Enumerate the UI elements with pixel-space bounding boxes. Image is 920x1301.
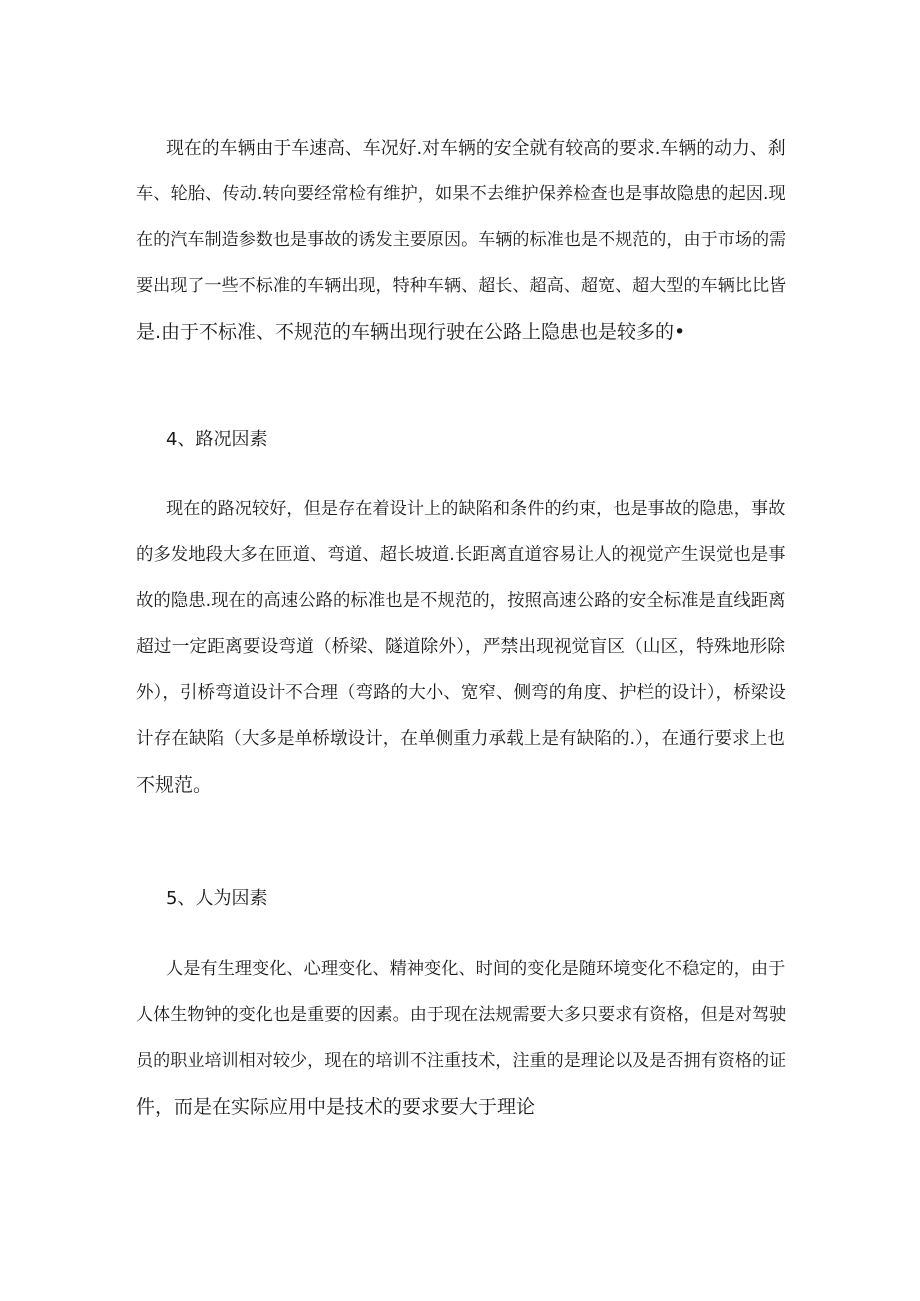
section-5-line-4: 件，而是在实际应用中是技术的要求要大于理论 xyxy=(136,1096,536,1118)
section-5-line-1: 人是有生理变化、心理变化、精神变化、时间的变化是随环境变化不稳定的，由于 xyxy=(166,959,786,979)
section-4-line-7: 不规范。 xyxy=(136,774,213,796)
section-5-line-2: 人体生物钟的变化也是重要的因素。由于现在法规需要大多只要求有资格，但是对驾驶 xyxy=(136,1005,787,1025)
paragraph-1-line-1: 现在的车辆由于车速高、车况好.对车辆的安全就有较高的要求.车辆的动力、刹 xyxy=(166,138,786,159)
section-4-line-5: 外），引桥弯道设计不合理（弯路的大小、宽窄、侧弯的角度、护栏的设计），桥梁设 xyxy=(136,683,786,703)
paragraph-1-line-2: 车、轮胎、传动.转向要经常检有维护，如果不去维护保养检查也是事故隐患的起因.现 xyxy=(136,184,786,204)
paragraph-1-line-4: 要出现了一些不标准的车辆出现，特种车辆、超长、超高、超宽、超大型的车辆比比皆 xyxy=(136,276,787,296)
section-4-line-1: 现在的路况较好，但是存在着设计上的缺陷和条件的约束，也是事故的隐患，事故 xyxy=(166,499,786,519)
paragraph-1-line-3: 在的汽车制造参数也是事故的诱发主要原因。车辆的标准也是不规范的，由于市场的需 xyxy=(136,230,787,250)
section-4-line-6: 计存在缺陷（大多是单桥墩设计，在单侧重力承载上是有缺陷的.），在通行要求上也 xyxy=(136,729,785,749)
section-4-line-2: 的多发地段大多在匝道、弯道、超长坡道.长距离直道容易让人的视觉产生误觉也是事 xyxy=(136,545,786,565)
section-5-line-3: 员的职业培训相对较少，现在的培训不注重技术，注重的是理论以及是否拥有资格的证 xyxy=(136,1051,787,1071)
section-4-line-4: 超过一定距离要设弯道（桥梁、隧道除外），严禁出现视觉盲区（山区，特殊地形除 xyxy=(136,636,786,657)
section-5-heading: 5、人为因素 xyxy=(166,888,268,909)
section-4-line-3: 故的隐患.现在的高速公路的标准也是不规范的，按照高速公路的安全标准是直线距离 xyxy=(136,591,786,611)
paragraph-1-line-5: 是.由于不标准、不规范的车辆出现行驶在公路上隐患也是较多的• xyxy=(136,321,686,343)
section-4-heading: 4、路况因素 xyxy=(166,429,268,450)
